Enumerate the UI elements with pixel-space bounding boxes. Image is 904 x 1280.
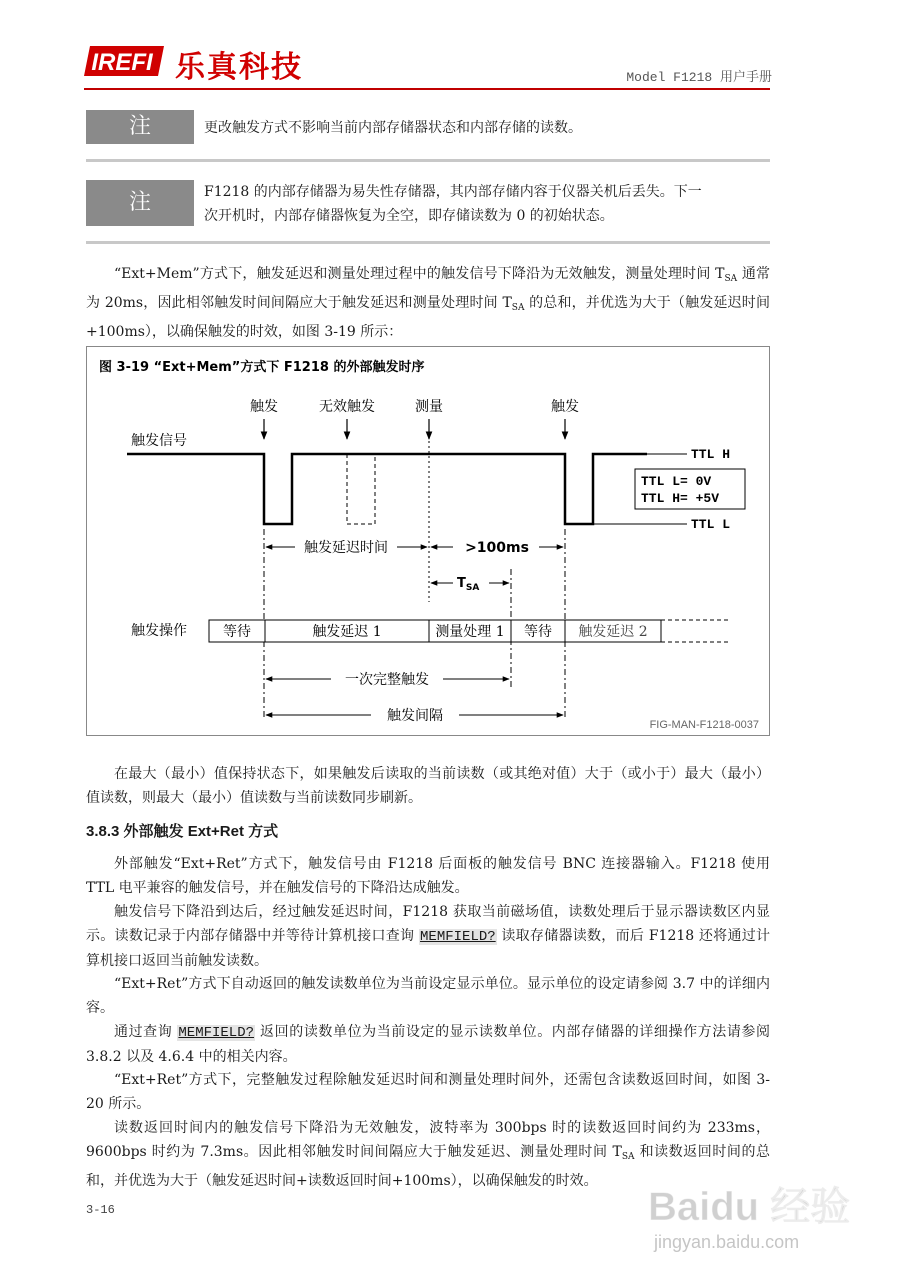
header-divider — [84, 88, 770, 90]
trigger-label: 触发 — [250, 399, 278, 415]
text-run: 通常为 20ms，因此相邻触发时间间隔应大于触发延迟和测量处理时间 T — [86, 266, 771, 311]
invalid-trigger-label: 无效触发 — [319, 399, 375, 415]
note-divider — [86, 159, 770, 162]
interval-label: 触发间隔 — [387, 708, 443, 724]
text-run: 通过查询 — [114, 1024, 178, 1040]
section-paragraph: 外部触发“Ext+Ret”方式下，触发信号由 F1218 后面板的触发信号 BNC 连接器输入。F1218 使用 TTL 电平兼容的触发信号，并在触发信号的下降沿达成触发。 — [86, 856, 770, 896]
op-wait-text: 等待 — [223, 624, 251, 640]
ttl-l-label: TTL L — [691, 517, 731, 532]
text-run: 和读数返回时间的总和，并优选为大于（触发延迟时间+读数返回时间+100ms），以确保触发的时效。 — [86, 1144, 770, 1189]
text-run: “Ext+Mem”方式下，触发延迟和测量处理过程中的触发信号下降沿为无效触发，测量处理时间 T — [114, 266, 725, 282]
invalid-pulse — [347, 454, 375, 524]
page-number: 3-16 — [86, 1203, 115, 1217]
tsa-label — [457, 576, 479, 593]
section-paragraph — [86, 1020, 770, 1069]
intro-paragraph — [86, 262, 770, 344]
text-run: 触发信号下降沿到达后，经过触发延迟时间，F1218 获取当前磁场值，读数处理后于显示器读数区内显示。读数记录于内部存储器中并等待计算机接口查询 — [86, 904, 770, 944]
figure-id: FIG-MAN-F1218-0037 — [649, 719, 759, 731]
trigger-label: 触发 — [551, 399, 579, 415]
delay-time-label: 触发延迟时间 — [304, 540, 388, 556]
op-delay-text: 触发延迟 1 — [312, 624, 382, 640]
trigger-waveform — [127, 454, 647, 524]
ttl-high-value: TTL H= +5V — [641, 491, 720, 506]
note-line: F1218 的内部存储器为易失性存储器，其内部存储内容于仪器关机后丢失。下一 — [204, 184, 702, 200]
note-label: 注 — [86, 110, 194, 144]
watermark-text: Baidu 经验 — [648, 1185, 851, 1229]
subscript: SA — [511, 303, 525, 313]
operation-label: 触发操作 — [131, 623, 187, 639]
company-logo — [84, 44, 164, 78]
text-run: 返回的读数单位为当前设定的显示读数单位。内部存储器的详细操作方法请参阅 3.8.2 以及 4.6.4 中的相关内容。 — [86, 1024, 770, 1065]
note-text — [204, 180, 770, 228]
section-paragraph — [86, 900, 770, 973]
command-memfield: MEMFIELD? — [178, 1025, 255, 1041]
note-text: 更改触发方式不影响当前内部存储器状态和内部存储的读数。 — [204, 120, 582, 136]
subscript: SA — [724, 274, 738, 284]
timing-diagram — [87, 347, 769, 735]
note-line: 次开机时，内部存储器恢复为全空，即存储读数为 0 的初始状态。 — [204, 208, 614, 224]
section-paragraph: “Ext+Ret”方式下，完整触发过程除触发延迟时间和测量处理时间外，还需包含读数返回时间，如图 3-20 所示。 — [86, 1072, 770, 1112]
text-run: 读取存储器读数，而后 F1218 还将通过计算机接口返回当前触发读数。 — [86, 928, 771, 969]
measure-label: 测量 — [415, 399, 443, 415]
text-run: 的总和，并优选为大于（触发延迟时间+100ms），以确保触发的时效，如图 3-19 所示： — [86, 295, 770, 340]
figure-caption: 图 3-19 “Ext+Mem”方式下 F1218 的外部触发时序 — [99, 360, 425, 375]
timing-figure — [86, 346, 770, 736]
op-wait-text: 等待 — [524, 624, 552, 640]
watermark-url: jingyan.baidu.com — [654, 1232, 800, 1252]
full-trigger-label: 一次完整触发 — [345, 672, 429, 688]
op-delay-text: 触发延迟 2 — [578, 624, 648, 640]
tsa-subscript: SA — [465, 583, 480, 593]
tsa-main: T — [457, 576, 466, 591]
brand-name: 乐真科技 — [175, 50, 303, 85]
hold-paragraph: 在最大（最小）值保持状态下，如果触发后读取的当前读数（或其绝对值）大于（或小于）最大（最小）值读数，则最大（最小）值读数与当前读数同步刷新。 — [86, 766, 770, 806]
op-measure-text: 测量处理 1 — [435, 624, 505, 640]
ttl-h-label: TTL H — [691, 447, 731, 462]
section-heading: 3.8.3 外部触发 Ext+Ret 方式 — [86, 823, 279, 840]
ttl-low-value: TTL L= 0V — [641, 474, 712, 489]
signal-label: 触发信号 — [131, 433, 187, 449]
subscript: SA — [621, 1152, 635, 1162]
document-title: Model F1218 用户手册 — [626, 70, 772, 85]
logo-text: IREFI — [91, 49, 153, 76]
note-divider — [86, 241, 770, 244]
gt100ms-label: >100ms — [465, 540, 529, 556]
command-memfield: MEMFIELD? — [420, 929, 496, 945]
text-run: 读数返回时间内的触发信号下降沿为无效触发，波特率为 300bps 时的读数返回时间约为 233ms，9600bps 时约为 7.3ms。因此相邻触发时间间隔应大于触发延迟、测量处理时间 T — [86, 1120, 770, 1160]
baidu-watermark — [640, 1168, 890, 1258]
note-label: 注 — [86, 180, 194, 226]
section-paragraph: “Ext+Ret”方式下自动返回的触发读数单位为当前设定显示单位。显示单位的设定请参阅 3.7 中的详细内容。 — [86, 976, 770, 1016]
